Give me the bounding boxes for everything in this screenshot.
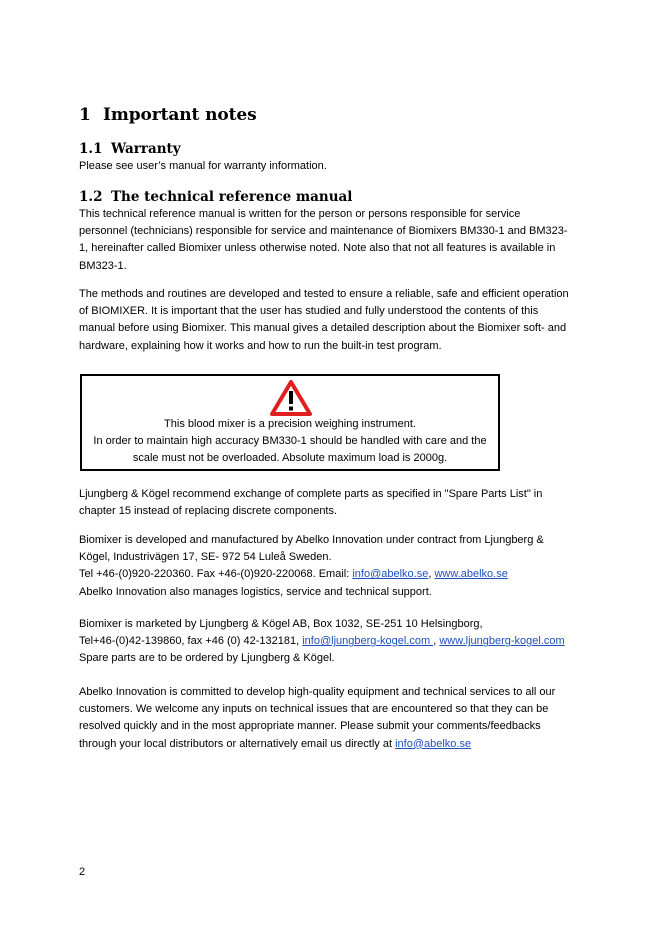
section-number: 1.1 (79, 141, 103, 157)
marketer-paragraph (79, 616, 583, 668)
section-title: The technical reference manual (111, 189, 353, 205)
abelko-website-link[interactable]: www.abelko.se (434, 568, 508, 581)
commitment-paragraph (79, 684, 583, 753)
text-line: hardware, explaining how it works and how to run the built-in test program. (79, 339, 442, 352)
spare-parts-paragraph (79, 486, 583, 520)
text-line: Abelko Innovation also manages logistics, service and technical support. (79, 585, 432, 598)
text-line: This technical reference manual is written for the person or persons responsible for service (79, 208, 521, 220)
reference-manual-paragraph-2 (79, 286, 583, 355)
developer-paragraph (79, 532, 583, 601)
text-line: 1, hereinafter called Biomixer unless otherwise noted. Note also that not all features is available in (79, 242, 556, 255)
page-number: 2 (79, 866, 86, 878)
section-title: Important notes (103, 105, 257, 125)
warranty-text: Please see user’s manual for warranty information. (79, 160, 327, 172)
text-line: through your local distributors or alternatively email us directly at (79, 737, 396, 750)
section-title: Warranty (111, 141, 181, 157)
separator: , (428, 568, 435, 581)
warning-box (80, 374, 500, 471)
text-line: of BIOMIXER. It is important that the user has studied and fully understood the contents of this (79, 305, 539, 318)
warning-line: scale must not be overloaded. Absolute maximum load is 2000g. (132, 452, 448, 464)
text-line: Ljungberg & Kögel recommend exchange of complete parts as specified in "Spare Parts List" in (79, 488, 543, 500)
section-number: 1 (79, 105, 91, 125)
ljungberg-website-link[interactable]: www.ljungberg-kogel.com (439, 635, 565, 648)
text-line: customers. We welcome any inputs on technical issues that are encountered so that they can be (79, 703, 549, 716)
separator: , (433, 635, 440, 648)
text-line: manual before using Biomixer. This manual gives a detailed description about the Biomixer soft- and (79, 322, 567, 335)
text-line: Spare parts are to be ordered by Ljungberg & Kögel. (79, 652, 335, 665)
text-line: personnel (technicians) responsible for service and maintenance of Biomixers BM330-1 and BM323- (79, 225, 568, 238)
reference-manual-heading (79, 189, 352, 205)
warranty-heading (79, 141, 181, 157)
warning-triangle-icon (270, 380, 312, 416)
text-line: Kögel, Industrivägen 17, SE- 972 54 Luleå Sweden. (79, 551, 332, 564)
text-line: Biomixer is developed and manufactured by Abelko Innovation under contract from Ljungberg & (79, 534, 544, 546)
text-line: Biomixer is marketed by Ljungberg & Kögel AB, Box 1032, SE-251 10 Helsingborg, (79, 618, 483, 630)
reference-manual-paragraph-1 (79, 206, 583, 275)
warning-line: This blood mixer is a precision weighing instrument. (164, 418, 416, 430)
text-line: chapter 15 instead of replacing discrete components. (79, 505, 338, 518)
text-line: Tel+46-(0)42-139860, fax +46 (0) 42-132181, (79, 635, 303, 648)
text-line: BM323-1. (79, 259, 127, 272)
text-line: resolved quickly and in the most appropriate manner. Please submit your comments/feedbacks (79, 720, 541, 733)
text-line: Tel +46-(0)920-220360. Fax +46-(0)920-220068. Email: (79, 568, 353, 581)
section-1-heading (79, 105, 257, 125)
text-line: The methods and routines are developed and tested to ensure a reliable, safe and efficient operation (79, 288, 569, 300)
text-line: Abelko Innovation is committed to develop high-quality equipment and technical services to all our (79, 686, 556, 698)
ljungberg-email-link[interactable]: info@ljungberg-kogel.com (302, 635, 434, 648)
warning-line: In order to maintain high accuracy BM330-1 should be handled with care and the (93, 435, 487, 447)
warning-text (82, 416, 498, 467)
abelko-email-link[interactable]: info@abelko.se (352, 568, 429, 581)
abelko-email-link[interactable]: info@abelko.se (395, 737, 472, 750)
section-number: 1.2 (79, 189, 103, 205)
